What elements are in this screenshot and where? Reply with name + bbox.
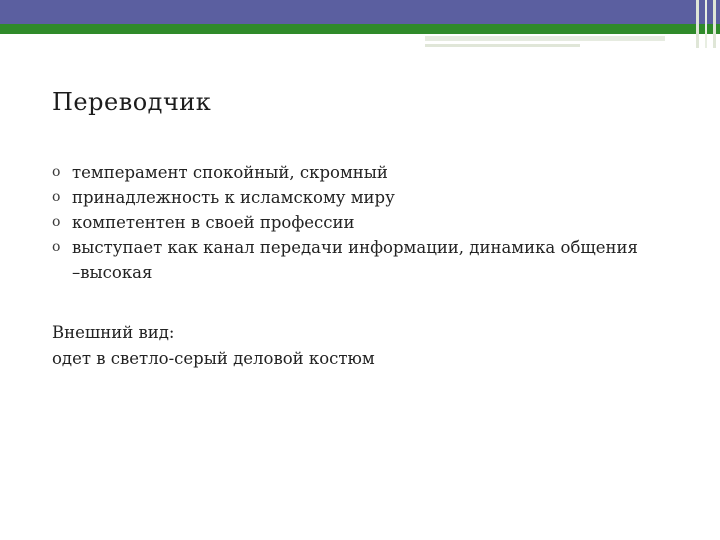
bullet-icon: o	[52, 214, 61, 230]
slide-title: Переводчик	[52, 88, 212, 116]
bullet-text-line-1: выступает как канал передачи информации, динамика общения	[72, 238, 638, 257]
bullet-item	[52, 210, 692, 235]
bullet-text: принадлежность к исламскому миру	[72, 188, 395, 207]
bullet-item	[52, 185, 692, 210]
bullet-icon: o	[52, 239, 61, 255]
decor-vline-1	[696, 0, 699, 48]
decor-vline-3	[713, 0, 716, 48]
decor-vline-2	[705, 0, 707, 48]
appearance-text: одет в светло-серый деловой костюм	[52, 349, 375, 368]
decor-line-2	[425, 44, 580, 47]
bullet-text: компетентен в своей профессии	[72, 213, 355, 232]
bullet-item	[52, 160, 692, 185]
bullet-item	[52, 235, 692, 285]
bullet-text: темперамент спокойный, скромный	[72, 163, 388, 182]
bullet-list	[52, 160, 692, 285]
bullet-icon: o	[52, 189, 61, 205]
header-band-green	[0, 24, 720, 34]
appearance-block	[52, 320, 375, 372]
bullet-icon: o	[52, 164, 61, 180]
appearance-heading: Внешний вид:	[52, 323, 175, 342]
bullet-text-line-2: –высокая	[72, 263, 153, 282]
header-band-purple	[0, 0, 720, 24]
decor-line-1	[425, 36, 665, 41]
